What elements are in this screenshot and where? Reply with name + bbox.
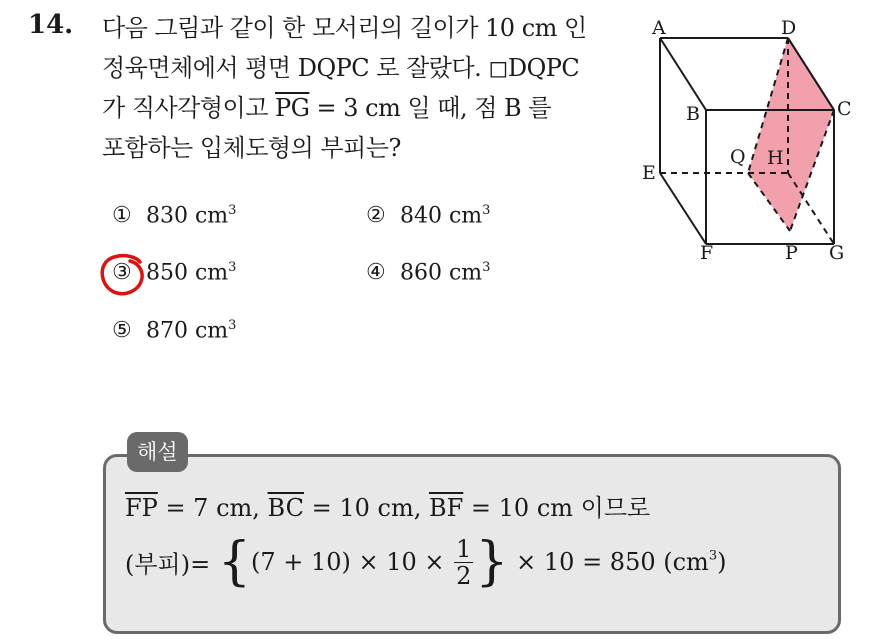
choice-4-exp: 3 <box>482 260 491 275</box>
solution-tag: 해설 <box>127 432 188 472</box>
label-q: Q <box>730 146 746 168</box>
choice-2-mark: ② <box>366 203 386 229</box>
label-c: C <box>837 98 852 120</box>
question-line-1: 다음 그림과 같이 한 모서리의 길이가 10 cm 인 <box>102 14 587 42</box>
cutting-plane-dqpc <box>748 38 834 231</box>
choice-5-mark: ⑤ <box>112 318 132 344</box>
choice-4-value: 860 cm <box>400 260 483 286</box>
segment-fp: $\overline{FP}$ <box>125 494 158 522</box>
question-line-3-start: 가 직사각형이고 <box>102 94 276 122</box>
question-line-3 <box>102 88 622 128</box>
answer-circle-mark <box>98 252 150 298</box>
choice-5-exp: 3 <box>228 318 237 333</box>
cube-figure <box>636 16 858 266</box>
solution-line-2 <box>125 532 726 602</box>
choice-4-mark: ④ <box>366 260 386 286</box>
left-brace: { <box>217 532 251 592</box>
choice-1[interactable] <box>112 203 236 228</box>
label-a: A <box>652 17 666 39</box>
label-e: E <box>642 162 656 184</box>
choice-2-value: 840 cm <box>400 203 483 229</box>
solution-line-1 <box>125 488 650 523</box>
choice-2[interactable] <box>366 203 490 228</box>
choice-1-mark: ① <box>112 203 132 229</box>
fraction-half <box>454 536 473 589</box>
choice-1-exp: 3 <box>228 203 237 218</box>
choice-3-value: 850 cm <box>146 260 229 286</box>
solution-prefix: (부피)= <box>125 550 211 579</box>
fraction-denominator: 2 <box>456 561 472 590</box>
question-text <box>102 8 622 168</box>
question-line-2: 정육면체에서 평면 DQPC 로 잘랐다. ◻DQPC <box>102 54 580 82</box>
label-p: P <box>785 242 798 264</box>
question-line-3-rest: = 3 cm 일 때, 점 B 를 <box>309 94 551 122</box>
problem-number: 14. <box>28 10 74 40</box>
right-brace: } <box>475 532 509 592</box>
label-h: H <box>767 147 784 169</box>
segment-bf: $\overline{BF}$ <box>429 494 464 522</box>
choice-3-mark: ③ <box>112 260 132 286</box>
label-b: B <box>686 103 700 125</box>
choice-3-exp: 3 <box>228 260 237 275</box>
solution-exp: 3 <box>708 548 718 564</box>
choice-5[interactable] <box>112 318 236 343</box>
segment-bc: $\overline{BC}$ <box>267 494 304 522</box>
choice-5-value: 870 cm <box>146 318 229 344</box>
choice-4[interactable] <box>366 260 490 285</box>
solution-bc-value: = 10 cm, <box>304 494 429 522</box>
choice-2-exp: 3 <box>482 203 491 218</box>
choice-1-value: 830 cm <box>146 203 229 229</box>
label-d: D <box>781 17 797 39</box>
solution-inner: (7 + 10) × 10 × <box>250 548 445 576</box>
solution-fp-value: = 7 cm, <box>157 494 268 522</box>
label-g: G <box>829 242 845 264</box>
question-line-4: 포함하는 입체도형의 부피는? <box>102 134 401 162</box>
label-f: F <box>700 242 714 264</box>
fraction-numerator: 1 <box>456 534 472 563</box>
solution-bf-value: = 10 cm 이므로 <box>463 494 651 522</box>
segment-pg: $\overline{PG}$ <box>275 94 310 122</box>
solution-suffix: × 10 = 850 (cm <box>516 548 709 576</box>
solution-close: ) <box>717 548 727 576</box>
